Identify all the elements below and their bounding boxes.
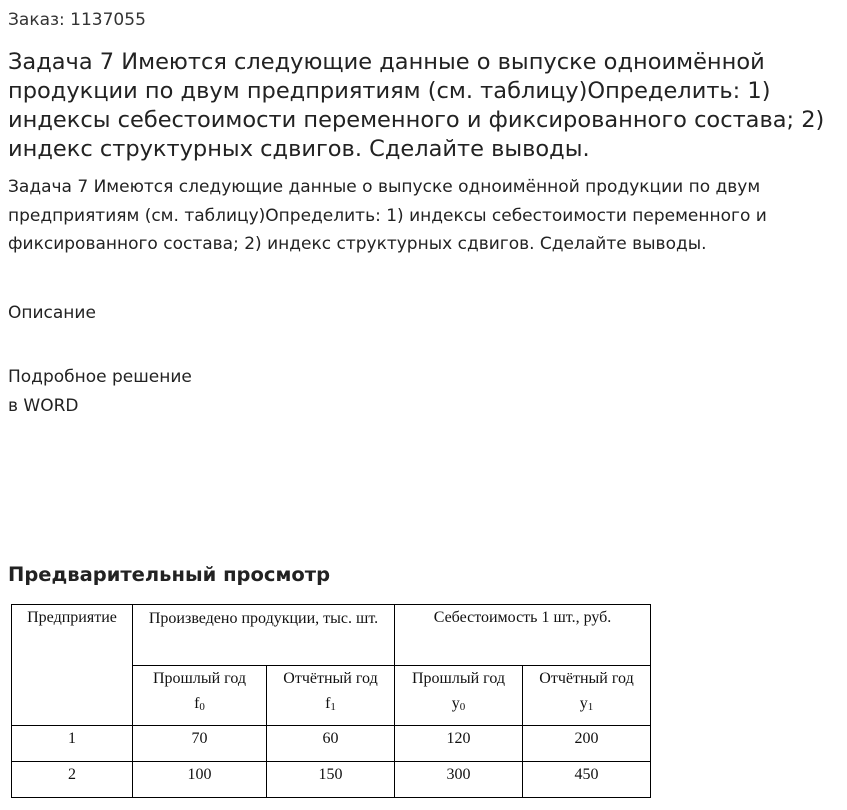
header-f0: Прошлый год $f_0$ <box>133 666 267 726</box>
cell-y1: 450 <box>523 762 651 798</box>
description-label: Описание <box>8 303 96 323</box>
header-f1: Отчётный год $f_1$ <box>267 666 395 726</box>
solution-line-1: Подробное решение <box>8 367 192 387</box>
cell-y1: 200 <box>523 726 651 762</box>
task-title: Задача 7 Имеются следующие данные о выпуске одноимённой продукции по двум предприятиям (см. таблицу)Определить: 1) индексы себестоимости переменного и фиксированного состава; 2) индекс структурных сдвигов. Сделайте выводы. <box>8 49 825 162</box>
table-row <box>12 762 651 798</box>
header-y0: Прошлый год $y_0$ <box>395 666 523 726</box>
solution-line-2: в WORD <box>8 396 79 416</box>
cell-f0: 100 <box>133 762 267 798</box>
header-enterprise: Предприятие <box>12 605 133 726</box>
cell-f1: 60 <box>267 726 395 762</box>
cell-y0: 120 <box>395 726 523 762</box>
header-cost: Себестоимость 1 шт., руб. <box>395 605 651 666</box>
cell-enterprise: 1 <box>12 726 133 762</box>
cell-f1: 150 <box>267 762 395 798</box>
task-description: Задача 7 Имеются следующие данные о выпуске одноимённой продукции по двум предприятиям (см. таблицу)Определить: 1) индексы себестоимости переменного и фиксированного состава; 2) индекс структурных сдвигов. Сделайте выводы. <box>8 177 767 254</box>
order-number: Заказ: 1137055 <box>8 10 146 30</box>
header-produced: Произведено продукции, тыс. шт. <box>133 605 395 666</box>
solution-note <box>8 363 192 421</box>
header-y1: Отчётный год $y_1$ <box>523 666 651 726</box>
cell-enterprise: 2 <box>12 762 133 798</box>
table-row <box>12 726 651 762</box>
data-table <box>11 604 651 798</box>
cell-y0: 300 <box>395 762 523 798</box>
preview-title: Предварительный просмотр <box>8 563 331 586</box>
cell-f0: 70 <box>133 726 267 762</box>
